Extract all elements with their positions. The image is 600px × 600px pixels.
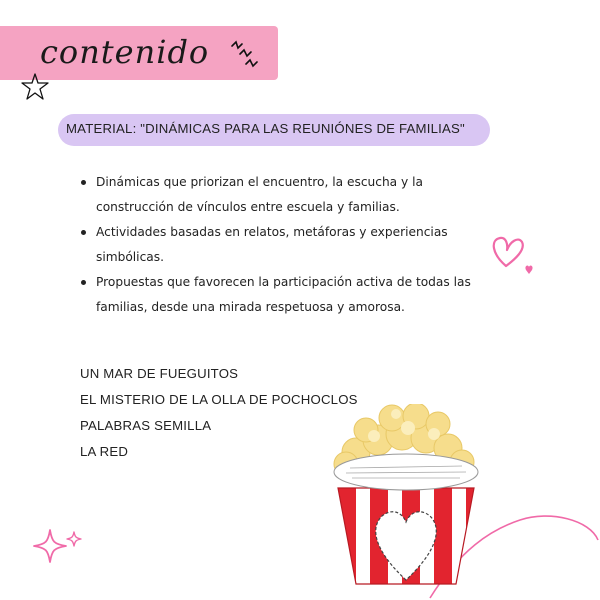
list-item: Dinámicas que priorizan el encuentro, la escucha y la construcción de vínculos entre escuela y familias.: [78, 170, 498, 220]
material-title: MATERIAL: "DINÁMICAS PARA LAS REUNIÓNES DE FAMILIAS": [66, 121, 465, 136]
spark-lines-icon: [226, 40, 266, 72]
dynamic-item: LA RED: [80, 444, 129, 459]
sparkle-icon: [32, 526, 86, 570]
star-outline-icon: [20, 72, 50, 102]
list-item: Propuestas que favorecen la participación activa de todas las familias, desde una mirada respetuosa y amorosa.: [78, 270, 498, 320]
page-title: contenido: [40, 33, 210, 71]
list-item: Actividades basadas en relatos, metáforas y experiencias simbólicas.: [78, 220, 498, 270]
heart-doodle-icon: [484, 232, 540, 284]
popcorn-box-icon: [316, 404, 496, 594]
content-list: [78, 170, 498, 320]
dynamic-item: EL MISTERIO DE LA OLLA DE POCHOCLOS: [80, 392, 358, 407]
dynamic-item: UN MAR DE FUEGUITOS: [80, 366, 239, 381]
dynamic-item: PALABRAS SEMILLA: [80, 418, 212, 433]
